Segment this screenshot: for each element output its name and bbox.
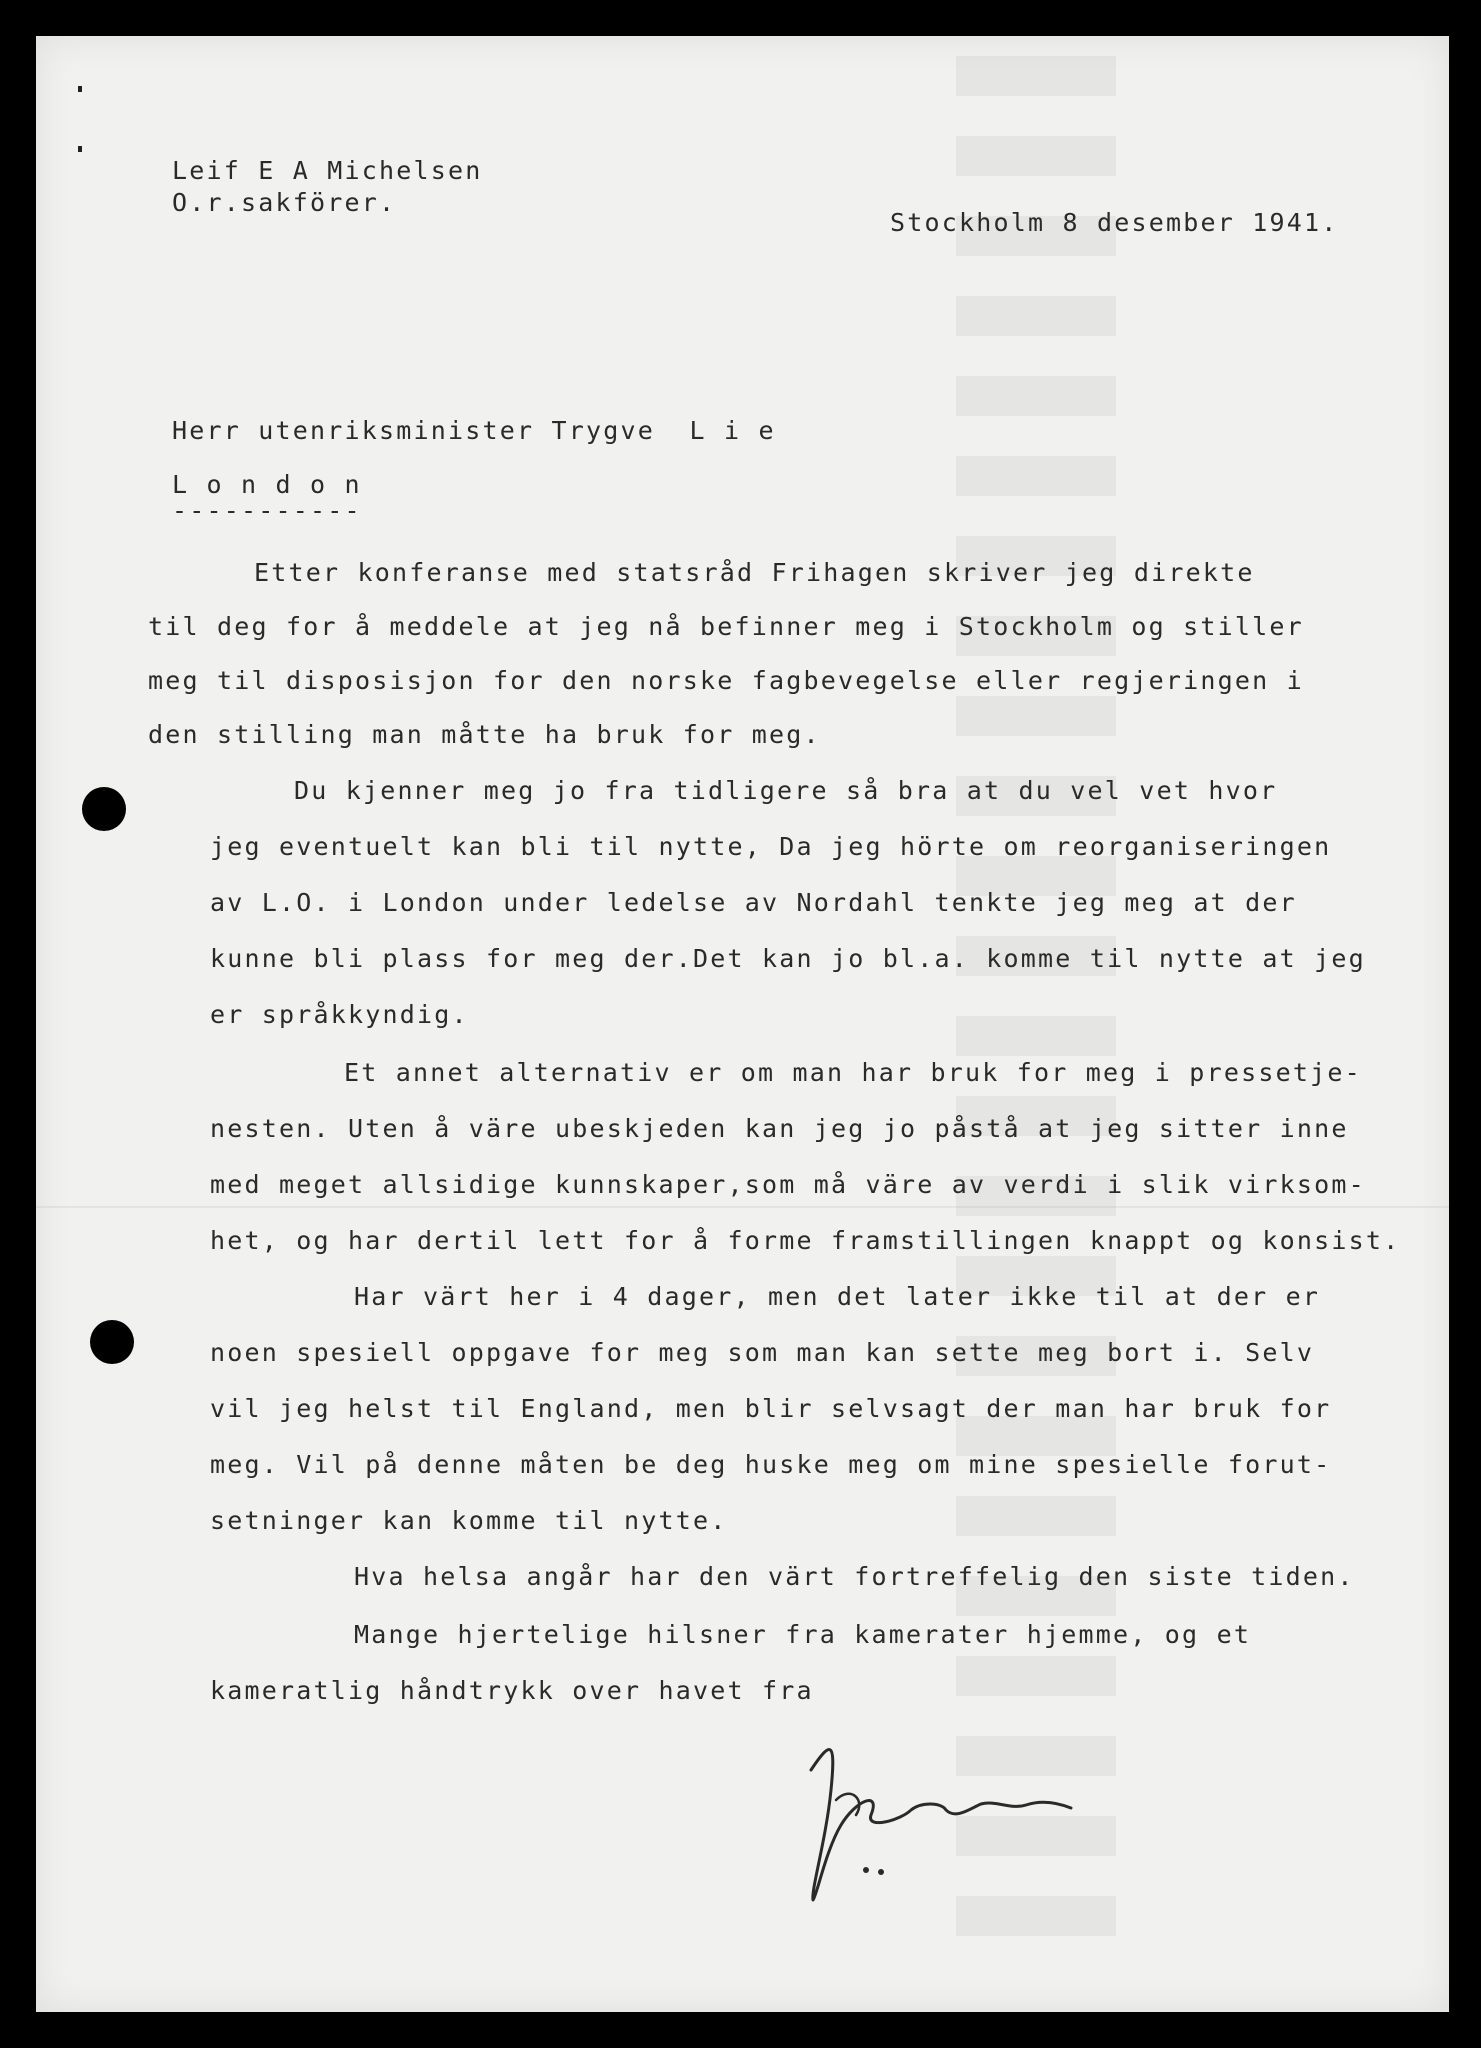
punch-hole — [90, 1320, 134, 1364]
sender-name: Leif E A Michelsen — [172, 156, 483, 185]
punch-mark — [78, 86, 82, 92]
body-line: Mange hjertelige hilsner fra kamerater hjemme, og et — [354, 1620, 1252, 1649]
body-line: kameratlig håndtrykk over havet fra — [210, 1676, 814, 1705]
letter-page — [36, 36, 1449, 2012]
body-line: Et annet alternativ er om man har bruk for meg i pressetje- — [344, 1058, 1362, 1087]
body-line: vil jeg helst til England, men blir selvsagt der man har bruk for — [210, 1394, 1332, 1423]
body-line: Etter konferanse med statsråd Frihagen skriver jeg direkte — [254, 558, 1255, 587]
body-line: meg til disposisjon for den norske fagbevegelse eller regjeringen i — [148, 666, 1304, 695]
sender-title: O.r.sakförer. — [172, 188, 397, 217]
body-line: meg. Vil på denne måten be deg huske meg om mine spesielle forut- — [210, 1450, 1332, 1479]
body-line: Du kjenner meg jo fra tidligere så bra at du vel vet hvor — [294, 776, 1278, 805]
signature — [771, 1730, 1091, 1910]
body-line: er språkkyndig. — [210, 1000, 469, 1029]
body-line: den stilling man måtte ha bruk for meg. — [148, 720, 821, 749]
punch-mark — [78, 146, 82, 152]
paper-fold — [36, 1206, 1449, 1208]
body-line: setninger kan komme til nytte. — [210, 1506, 728, 1535]
body-line: Hva helsa angår har den värt fortreffelig den siste tiden. — [354, 1562, 1355, 1591]
body-line: av L.O. i London under ledelse av Nordahl tenkte jeg meg at der — [210, 888, 1297, 917]
body-line: Har värt her i 4 dager, men det later ikke til at der er — [354, 1282, 1321, 1311]
recipient-city: L o n d o n — [172, 470, 362, 499]
body-line: kunne bli plass for meg der.Det kan jo bl.a. komme til nytte at jeg — [210, 944, 1366, 973]
body-line: noen spesiell oppgave for meg som man kan sette meg bort i. Selv — [210, 1338, 1315, 1367]
body-line: jeg eventuelt kan bli til nytte, Da jeg hörte om reorganiseringen — [210, 832, 1332, 861]
city-underline: ----------- — [172, 496, 362, 525]
body-line: nesten. Uten å väre ubeskjeden kan jeg jo påstå at jeg sitter inne — [210, 1114, 1349, 1143]
place-date: Stockholm 8 desember 1941. — [890, 208, 1339, 237]
punch-hole — [82, 787, 126, 831]
recipient: Herr utenriksminister Trygve L i e — [172, 416, 776, 445]
body-line: med meget allsidige kunnskaper,som må väre av verdi i slik virksom- — [210, 1170, 1366, 1199]
body-line: het, og har dertil lett for å forme framstillingen knappt og konsist. — [210, 1226, 1401, 1255]
watermark — [956, 56, 1116, 1956]
body-line: til deg for å meddele at jeg nå befinner meg i Stockholm og stiller — [148, 612, 1304, 641]
